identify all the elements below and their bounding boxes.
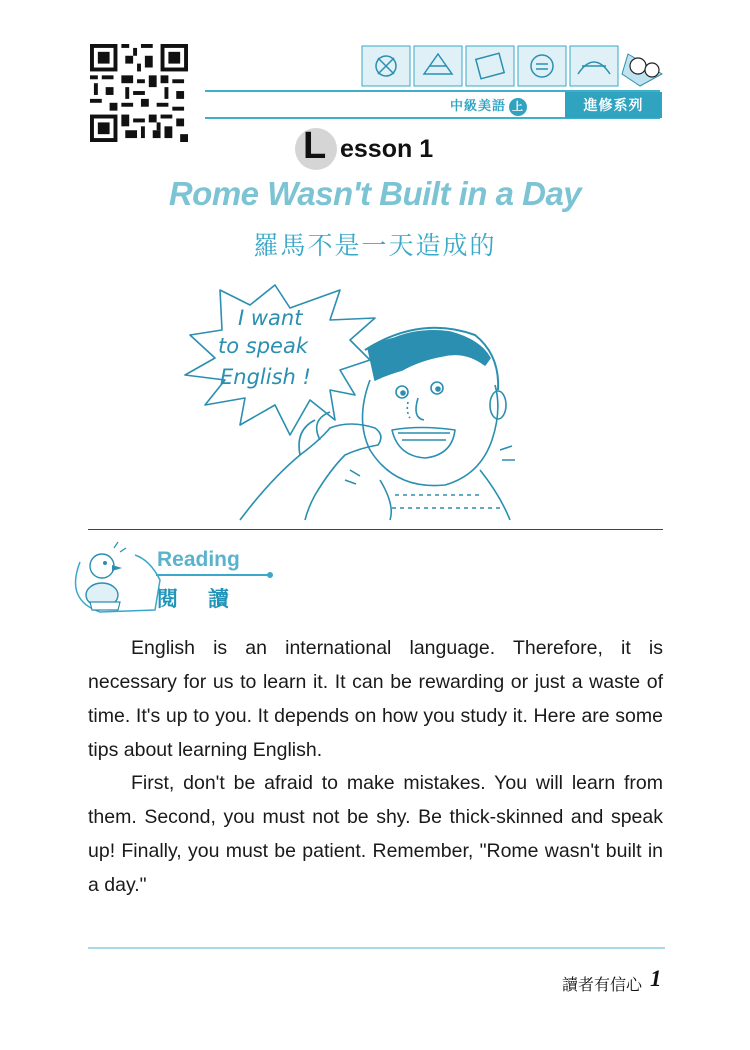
footer-rule xyxy=(88,947,665,949)
footer-text: 讀者有信心 xyxy=(562,977,643,994)
lesson-initial: L xyxy=(303,125,327,167)
lesson-label: esson 1 xyxy=(340,135,434,163)
reading-paragraph-1: English is an international language. Therefore, it is necessary for us to learn it. It can be rewarding or just a waste of time. It's up to you. It depends on how you study it. Here are some tips about learning English. xyxy=(88,637,663,761)
page-number: 1 xyxy=(650,966,662,991)
qr-code xyxy=(90,44,188,142)
speech-line-2: to speak xyxy=(218,334,308,358)
speech-line-3: English ! xyxy=(220,365,311,389)
reading-paragraph-2: First, don't be afraid to make mistakes. You will learn from them. Second, you must not be shy. Be thick-skinned and speak up! Finally, you must be patient. Remember, "Rome wasn't built in a day." xyxy=(88,772,663,896)
series-title: 中級美語 上 xyxy=(450,95,527,116)
series-tag: 進修系列 xyxy=(565,92,662,118)
speech-line-1: I want xyxy=(238,306,303,330)
section-divider xyxy=(88,529,663,530)
series-volume-badge: 上 xyxy=(509,98,527,116)
section-label-english: Reading xyxy=(157,548,240,571)
section-label-chinese: 閱讀 xyxy=(157,588,259,611)
lesson-title-english: Rome Wasn't Built in a Day xyxy=(168,175,582,212)
series-icon-strip xyxy=(360,44,665,88)
cartoon-illustration xyxy=(180,280,540,525)
lesson-title-chinese: 羅馬不是一天造成的 xyxy=(253,232,497,260)
